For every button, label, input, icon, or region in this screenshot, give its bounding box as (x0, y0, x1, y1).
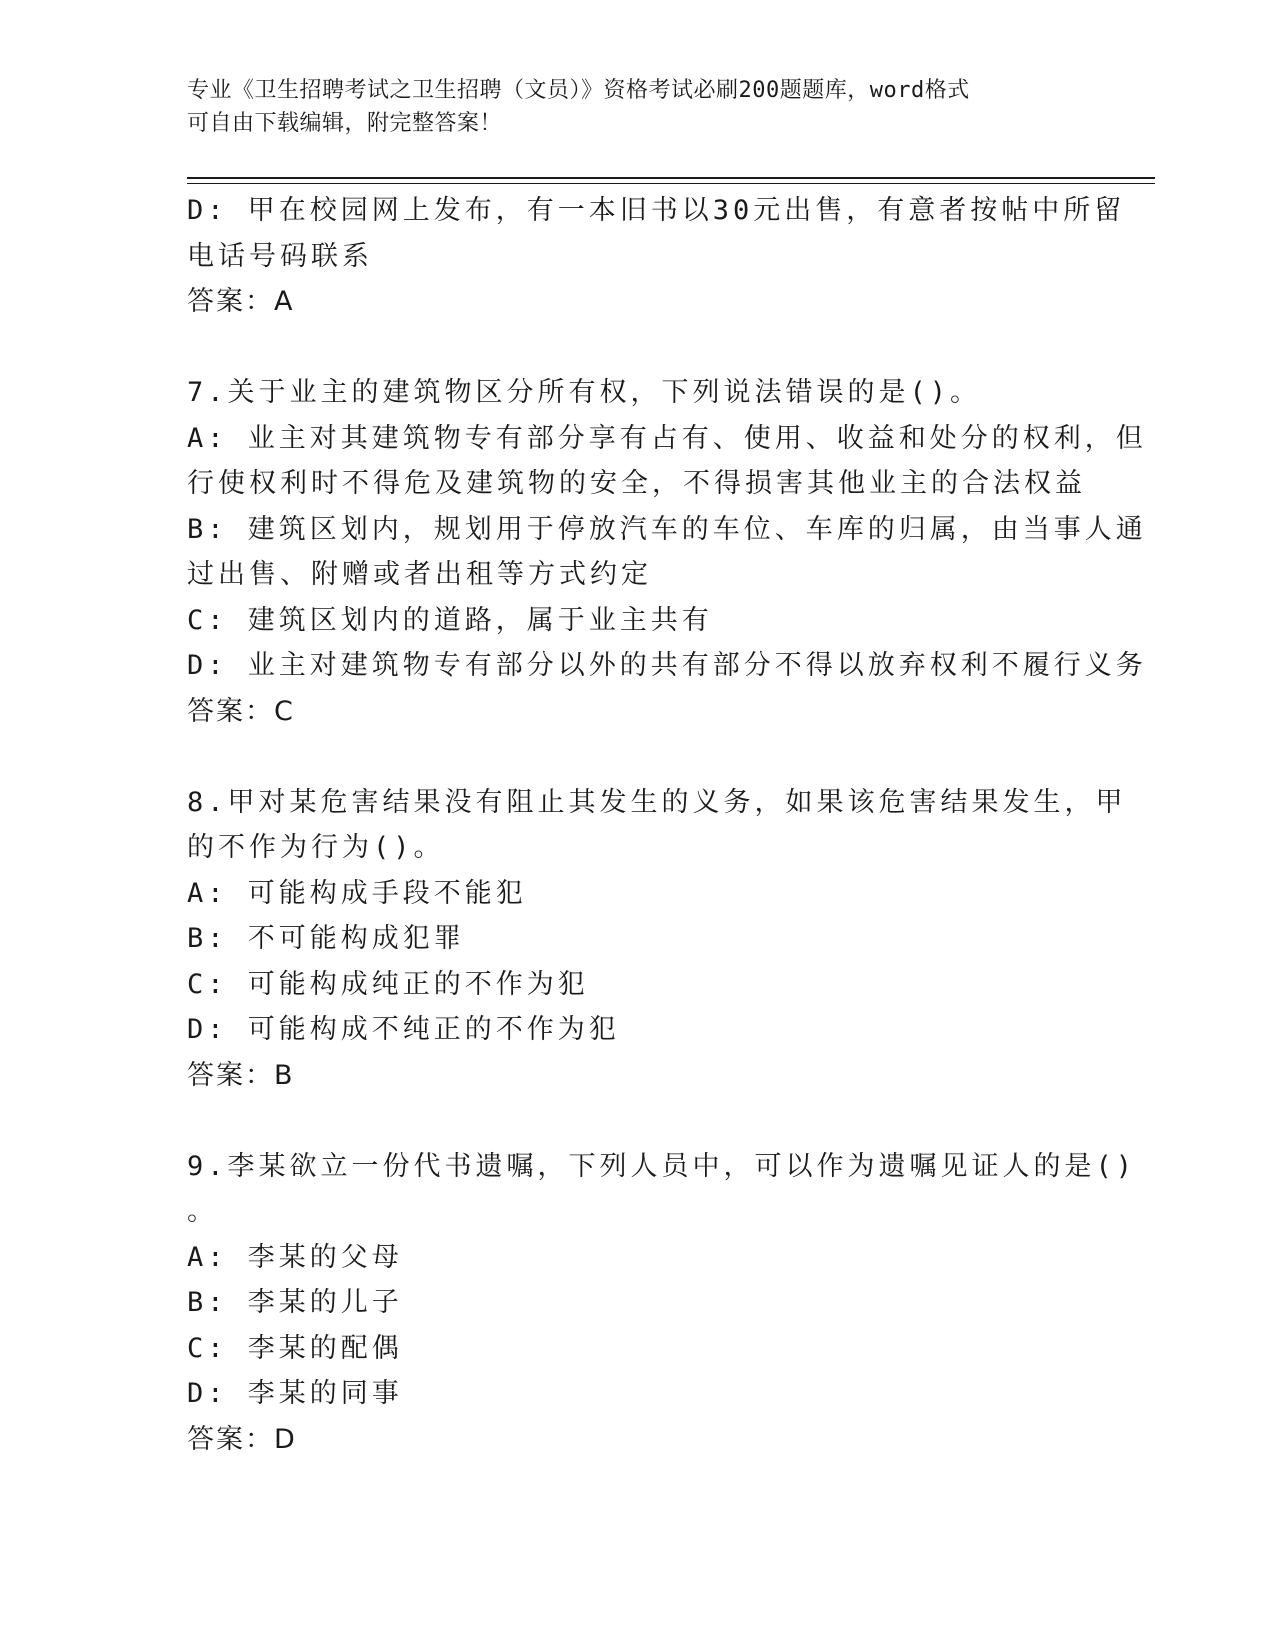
q6-option-d-line-2: 电话号码联系 (187, 240, 373, 272)
question-6-continued (187, 188, 1126, 325)
header-divider-thin (187, 183, 1155, 184)
spacer (187, 325, 1087, 371)
q9-option-a: A: 李某的父母 (187, 1241, 403, 1273)
q7-option-c: C: 建筑区划内的道路，属于业主共有 (187, 604, 713, 636)
q8-option-d: D: 可能构成不纯正的不作为犯 (187, 1014, 620, 1045)
header-divider-thick (187, 177, 1155, 179)
q6-answer: 答案：A (187, 286, 295, 317)
q7-option-b-line-2: 过出售、附赠或者出租等方式约定 (187, 559, 652, 590)
q9-option-d: D: 李某的同事 (187, 1378, 403, 1409)
q8-answer: 答案：B (187, 1059, 295, 1091)
question-8 (187, 780, 1127, 1099)
q7-option-b-line-1: B: 建筑区划内，规划用于停放汽车的车位、车库的归属，由当事人通 (187, 513, 1147, 545)
spacer (187, 734, 1087, 780)
q7-option-a-line-1: A: 业主对其建筑物专有部分享有占有、使用、收益和处分的权利，但 (187, 422, 1147, 454)
q8-option-c: C: 可能构成纯正的不作为犯 (187, 968, 589, 1000)
q9-stem-line-2: 。 (187, 1196, 218, 1227)
page-header (187, 74, 1067, 140)
question-9 (187, 1144, 1137, 1463)
q9-option-c: C: 李某的配偶 (187, 1332, 403, 1364)
q7-option-d: D: 业主对建筑物专有部分以外的共有部分不得以放弃权利不履行义务 (187, 650, 1147, 681)
q9-stem-line-1: 9.李某欲立一份代书遗嘱，下列人员中，可以作为遗嘱见证人的是() (187, 1150, 1137, 1182)
header-line-1: 专业《卫生招聘考试之卫生招聘（文员）》资格考试必刷200题题库，word格式 (187, 78, 970, 103)
header-line-2: 可自由下载编辑，附完整答案！ (187, 111, 503, 136)
q9-answer: 答案：D (187, 1423, 297, 1455)
q7-option-a-line-2: 行使权利时不得危及建筑物的安全，不得损害其他业主的合法权益 (187, 468, 1086, 499)
spacer (187, 1098, 1087, 1144)
q8-stem-line-2: 的不作为行为()。 (187, 832, 445, 863)
q6-option-d-line-1: D: 甲在校园网上发布，有一本旧书以30元出售，有意者按帖中所留 (187, 195, 1126, 226)
q7-answer: 答案：C (187, 695, 295, 727)
q8-option-b: B: 不可能构成犯罪 (187, 923, 465, 954)
q9-option-b: B: 李某的儿子 (187, 1287, 403, 1318)
q7-stem: 7.关于业主的建筑物区分所有权，下列说法错误的是()。 (187, 377, 982, 408)
q8-option-a: A: 可能构成手段不能犯 (187, 877, 527, 909)
q8-stem-line-1: 8.甲对某危害结果没有阻止其发生的义务，如果该危害结果发生，甲 (187, 786, 1127, 818)
question-7 (187, 370, 1147, 734)
document-body (187, 188, 1147, 1462)
